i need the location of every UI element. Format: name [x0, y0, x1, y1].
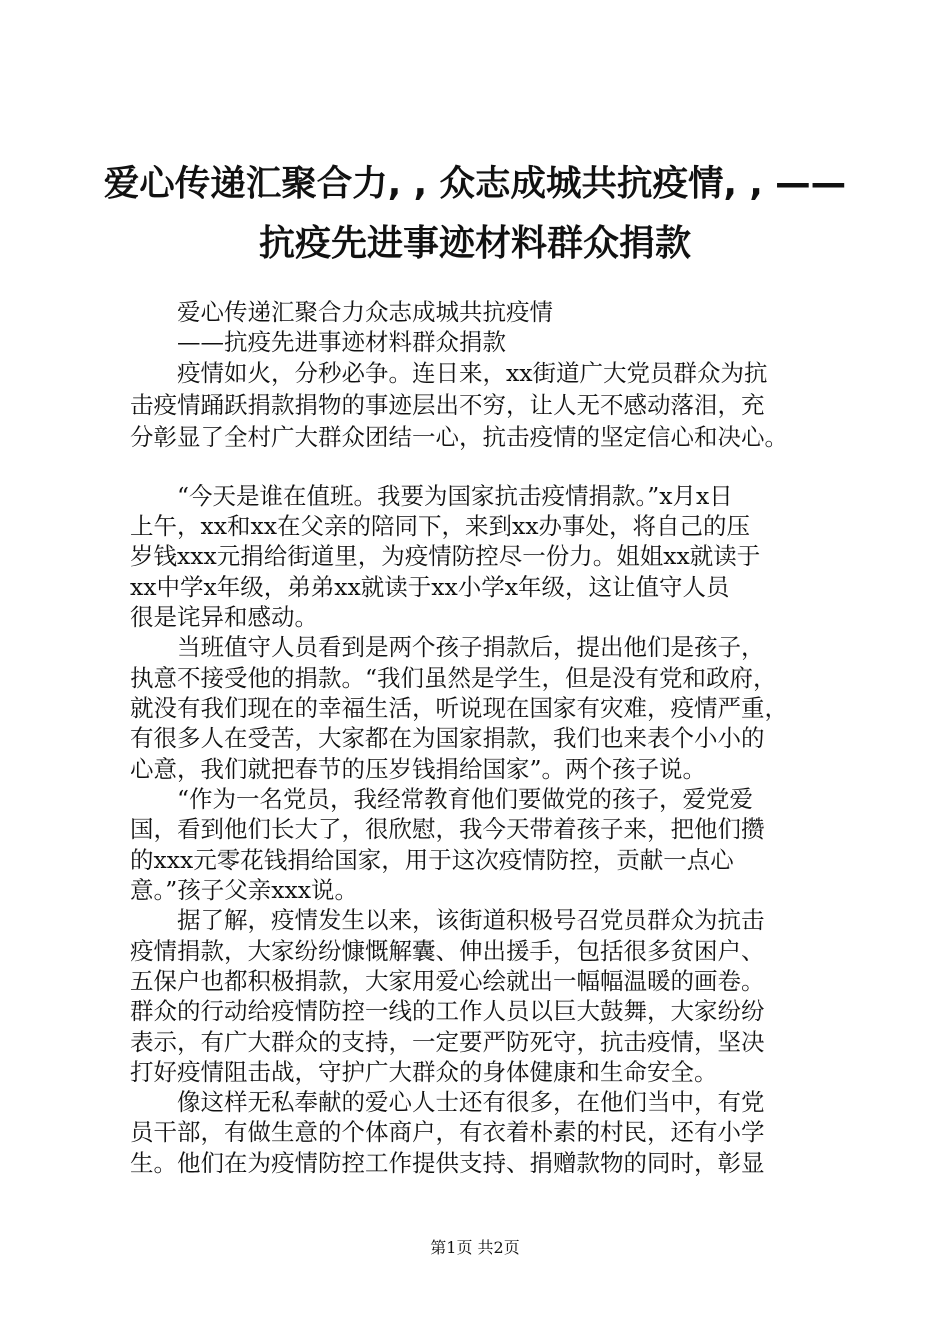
text-line: 分彰显了全村广大群众团结一心，抗击疫情的坚定信心和决心。 — [130, 423, 788, 451]
text-line: 员干部，有做生意的个体商户，有衣着朴素的村民，还有小学 — [130, 1118, 765, 1146]
page-footer: 第1页 共2页 — [430, 1238, 520, 1257]
text-line: 就没有我们现在的幸福生活，听说现在国家有灾难，疫情严重， — [130, 694, 788, 722]
text-line: 上午，xx和xx在父亲的陪同下，来到xx办事处，将自己的压 — [130, 512, 751, 540]
text-line: 像这样无私奉献的爱心人士还有很多，在他们当中，有党 — [130, 1088, 765, 1116]
subtitle-line: 爱心传递汇聚合力众志成城共抗疫情 — [130, 298, 553, 326]
subtitle-line: ——抗疫先进事迹材料群众捐款 — [130, 328, 506, 356]
text-line: 有很多人在受苦，大家都在为国家捐款，我们也来表个小小的 — [130, 724, 765, 752]
text-line: “作为一名党员，我经常教育他们要做党的孩子，爱党爱 — [130, 785, 754, 813]
text-line: xx中学x年级，弟弟xx就读于xx小学x年级，这让值守人员 — [130, 573, 730, 601]
text-line: 当班值守人员看到是两个孩子捐款后，提出他们是孩子， — [130, 633, 765, 661]
text-line: 意。”孩子父亲xxx说。 — [130, 876, 359, 904]
text-line: 打好疫情阻击战，守护广大群众的身体健康和生命安全。 — [130, 1058, 718, 1086]
text-line: 表示，有广大群众的支持，一定要严防死守，抗击疫情，坚决 — [130, 1028, 765, 1056]
text-line: 心意，我们就把春节的压岁钱捐给国家”。两个孩子说。 — [130, 755, 707, 783]
text-line: 很是诧异和感动。 — [130, 603, 318, 631]
text-line: 群众的行动给疫情防控一线的工作人员以巨大鼓舞，大家纷纷 — [130, 997, 765, 1025]
text-line: 岁钱xxx元捐给街道里，为疫情防控尽一份力。姐姐xx就读于 — [130, 542, 761, 570]
text-line: 疫情如火，分秒必争。连日来，xx街道广大党员群众为抗 — [130, 359, 768, 387]
text-line: 的xxx元零花钱捐给国家，用于这次疫情防控，贡献一点心 — [130, 846, 734, 874]
document-title-line-1: 爱心传递汇聚合力, , 众志成城共抗疫情, , —— — [103, 163, 847, 204]
text-line: 五保户也都积极捐款，大家用爱心绘就出一幅幅温暖的画卷。 — [130, 967, 765, 995]
text-line: 生。他们在为疫情防控工作提供支持、捐赠款物的同时，彰显 — [130, 1149, 765, 1177]
document-title-line-2: 抗疫先进事迹材料群众捐款 — [258, 223, 691, 264]
text-line: “今天是谁在值班。我要为国家抗击疫情捐款。”x月x日 — [130, 482, 733, 510]
text-line: 据了解，疫情发生以来，该街道积极号召党员群众为抗击 — [130, 906, 765, 934]
text-line: 疫情捐款，大家纷纷慷慨解囊、伸出援手，包括很多贫困户、 — [130, 937, 765, 965]
text-line: 击疫情踊跃捐款捐物的事迹层出不穷，让人无不感动落泪，充 — [130, 391, 765, 419]
text-line: 执意不接受他的捐款。“我们虽然是学生，但是没有党和政府， — [130, 664, 777, 692]
text-line: 国，看到他们长大了，很欣慰，我今天带着孩子来，把他们攒 — [130, 815, 765, 843]
